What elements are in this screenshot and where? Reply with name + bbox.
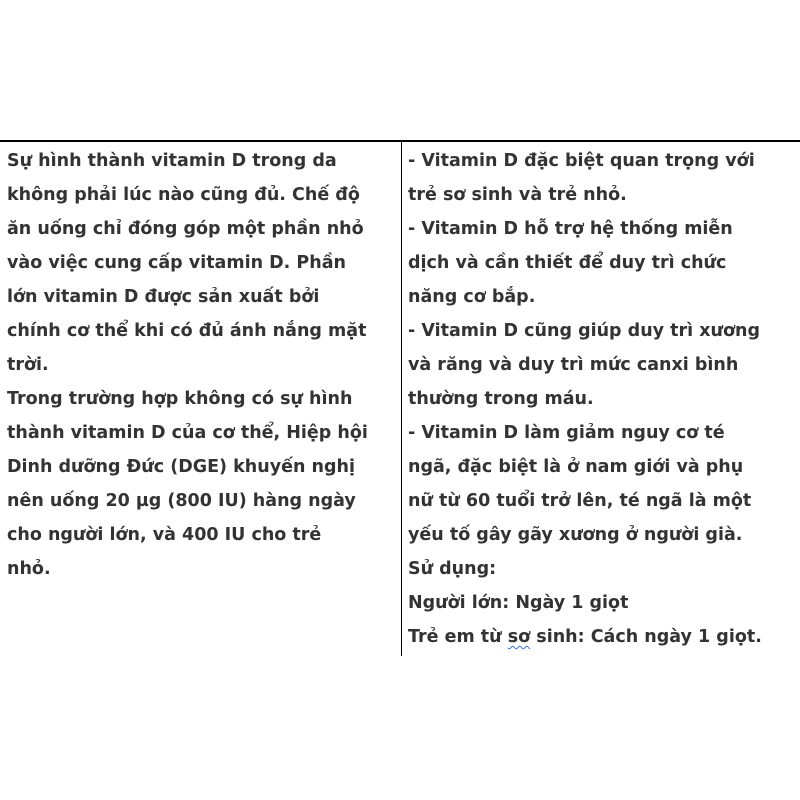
left-line: nhỏ. — [7, 559, 51, 579]
usage-heading: Sử dụng: — [408, 559, 497, 579]
usage-child-before: Trẻ em từ — [408, 627, 508, 647]
usage-child — [408, 620, 762, 654]
content-table — [0, 140, 800, 656]
right-line: - Vitamin D cũng giúp duy trì xương — [408, 321, 761, 341]
left-line: cho người lớn, và 400 IU cho trẻ — [7, 525, 322, 545]
left-line: Sự hình thành vitamin D trong da — [7, 151, 337, 171]
right-line: dịch và cần thiết để duy trì chức — [408, 253, 727, 273]
left-line: thành vitamin D của cơ thể, Hiệp hội — [7, 423, 368, 443]
right-line: năng cơ bắp. — [408, 287, 536, 307]
right-line: nữ từ 60 tuổi trở lên, té ngã là một — [408, 491, 752, 511]
usage-child-after: sinh: Cách ngày 1 giọt. — [530, 627, 762, 647]
left-line: chính cơ thể khi có đủ ánh nắng mặt — [7, 321, 367, 341]
right-line: - Vitamin D hỗ trợ hệ thống miễn — [408, 219, 733, 239]
left-line: Trong trường hợp không có sự hình — [7, 389, 353, 409]
right-line: và răng và duy trì mức canxi bình — [408, 355, 739, 375]
left-line: Dinh dưỡng Đức (DGE) khuyến nghị — [7, 457, 355, 477]
spellcheck-underlined-word: sơ — [507, 627, 531, 647]
left-line: ăn uống chỉ đóng góp một phần nhỏ — [7, 219, 364, 239]
left-line: không phải lúc nào cũng đủ. Chế độ — [7, 185, 360, 205]
right-line: - Vitamin D làm giảm nguy cơ té — [408, 423, 725, 443]
right-line: - Vitamin D đặc biệt quan trọng với — [408, 151, 755, 171]
left-line: lớn vitamin D được sản xuất bởi — [7, 287, 320, 307]
left-line: nên uống 20 µg (800 IU) hàng ngày — [7, 491, 356, 511]
right-line: ngã, đặc biệt là ở nam giới và phụ — [408, 457, 744, 477]
column-divider — [401, 142, 402, 656]
left-line: vào việc cung cấp vitamin D. Phần — [7, 253, 346, 273]
usage-adult: Người lớn: Ngày 1 giọt — [408, 593, 629, 613]
right-line: trẻ sơ sinh và trẻ nhỏ. — [408, 185, 627, 205]
right-line: thường trong máu. — [408, 389, 594, 409]
left-line: trời. — [7, 355, 49, 375]
right-line: yếu tố gây gãy xương ở người già. — [408, 525, 743, 545]
